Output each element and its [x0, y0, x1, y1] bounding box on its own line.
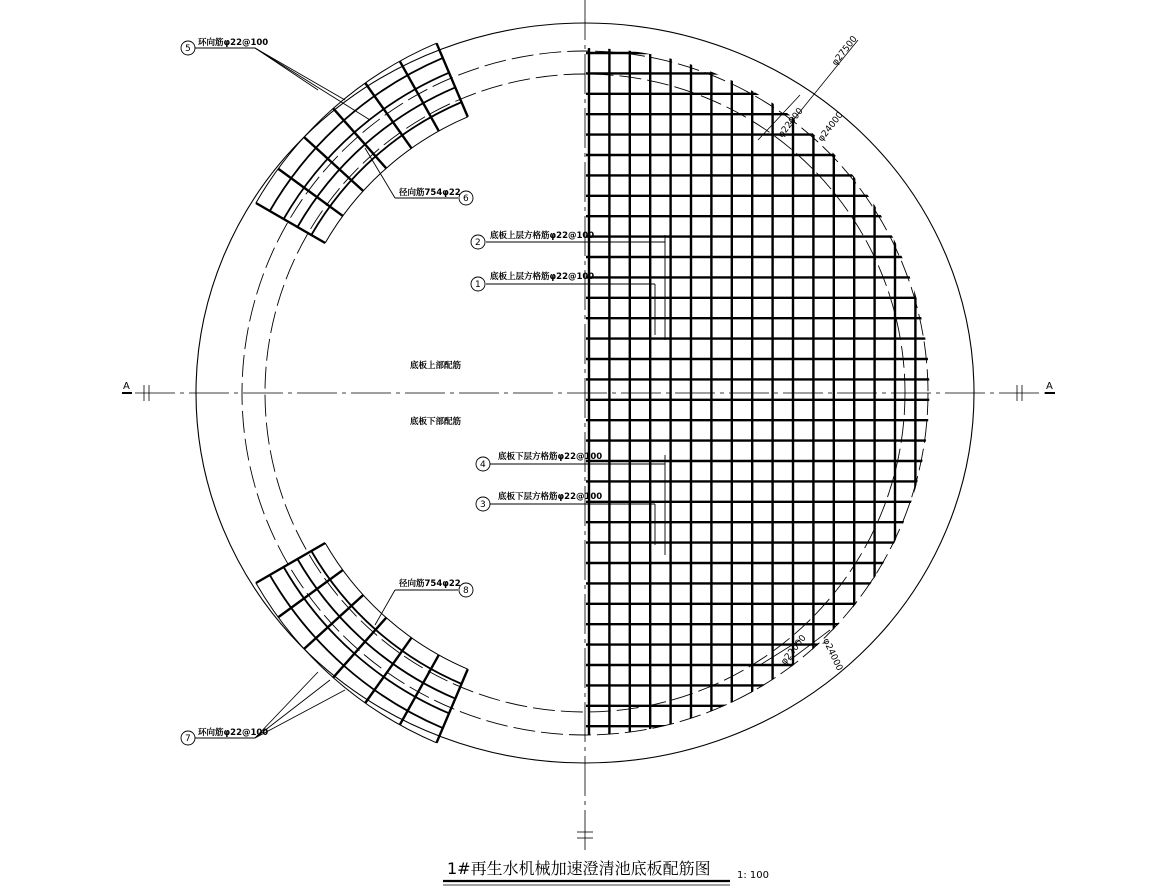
callout-8	[398, 578, 473, 597]
dim-mid-label-top: φ24000	[816, 110, 846, 144]
section-a-left: A	[123, 381, 130, 392]
svg-text:1: 1	[475, 280, 481, 290]
dim-inner-label-bottom: φ22000	[779, 633, 809, 667]
callout-6	[398, 187, 473, 205]
svg-text:6: 6	[463, 194, 469, 204]
section-a-right: A	[1046, 381, 1053, 392]
radial-bar	[333, 618, 386, 678]
callout-2-text: 底板上层方格筋φ22@100	[490, 231, 595, 241]
radial-bar	[333, 108, 386, 168]
svg-text:5: 5	[185, 44, 191, 54]
callout-6-text: 径向筋754φ22	[399, 188, 461, 198]
upper-left-wedge	[256, 43, 468, 243]
svg-text:8: 8	[463, 586, 469, 596]
callout-2	[471, 230, 594, 249]
radial-bar	[304, 137, 363, 191]
callout-1-text: 底板上层方格筋φ22@100	[490, 272, 595, 282]
callout-8-text: 径向筋754φ22	[399, 579, 461, 589]
drawing-scale: 1: 100	[737, 870, 769, 881]
svg-text:3: 3	[480, 500, 486, 510]
dim-mid-label-bottom: φ24000	[820, 637, 844, 673]
upper-zone-label: 底板上部配筋	[410, 361, 462, 371]
lower-zone-label: 底板下部配筋	[410, 417, 462, 427]
callout-4	[476, 451, 602, 471]
grid-mesh	[585, 40, 935, 745]
svg-text:2: 2	[475, 238, 481, 248]
svg-text:7: 7	[185, 734, 191, 744]
dim-inner-label-top: φ22000	[776, 106, 806, 140]
callout-4-text: 底板下层方格筋φ22@100	[498, 452, 603, 462]
callout-5-text: 环向筋φ22@100	[198, 38, 269, 48]
drawing-title: 1#再生水机械加速澄清池底板配筋图	[447, 859, 711, 878]
callout-3	[476, 491, 602, 511]
callout-5	[181, 37, 268, 55]
svg-text:4: 4	[480, 460, 486, 470]
callout-7	[181, 727, 268, 745]
callout-1	[471, 271, 594, 291]
callout-3-text: 底板下层方格筋φ22@100	[498, 492, 603, 502]
dim-outer-label: φ27500	[830, 34, 860, 68]
callout-7-text: 环向筋φ22@100	[198, 728, 269, 738]
radial-bar	[304, 595, 363, 649]
